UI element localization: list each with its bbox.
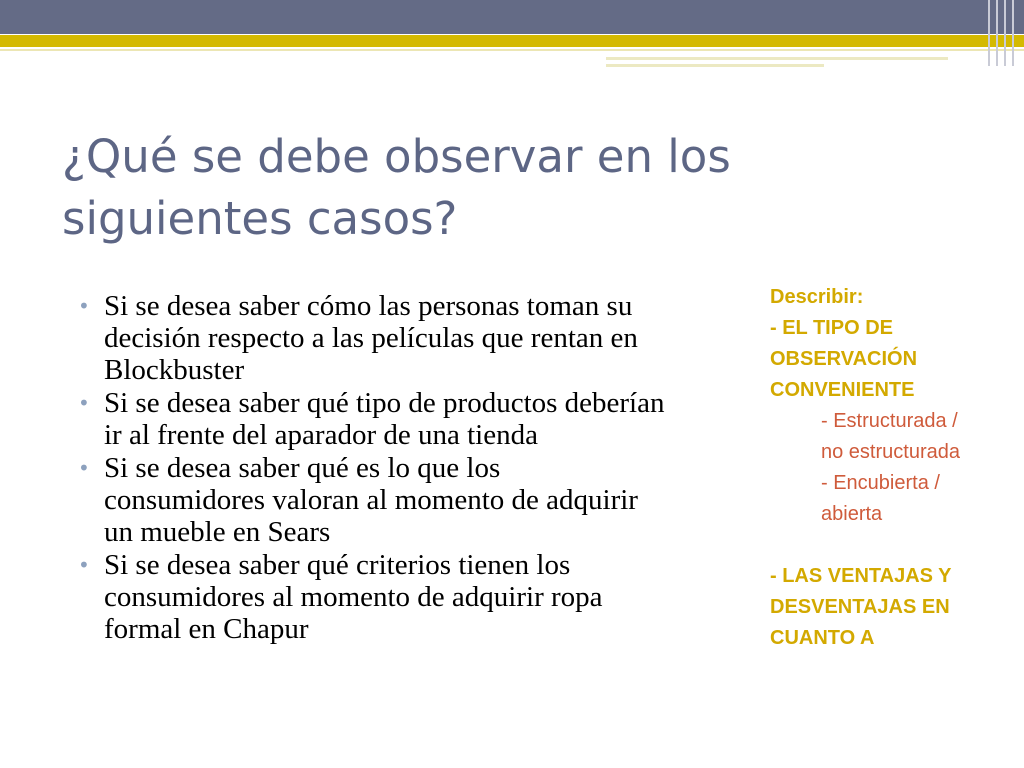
list-item: • Si se desea saber cómo las personas toman su decisión respecto a las películas que rentan en Blockbuster: [78, 290, 638, 386]
list-item: • Si se desea saber qué tipo de productos deberían ir al frente del aparador de una tienda: [78, 387, 665, 451]
header-accent-line: [0, 49, 1024, 51]
bullet-icon: •: [78, 391, 90, 415]
bullet-icon: •: [78, 553, 90, 577]
bullet-icon: •: [78, 294, 90, 318]
side-note-intro: Describir:: [770, 286, 864, 308]
bullet-list: [76, 290, 666, 646]
decorative-stripes: [984, 0, 1024, 66]
side-note-heading: - LAS VENTAJAS Y DESVENTAJAS EN CUANTO A: [770, 565, 952, 649]
list-item: • Si se desea saber qué criterios tienen los consumidores al momento de adquirir ropa formal en Chapur: [78, 549, 603, 645]
side-note: [770, 282, 970, 654]
side-note-sub-item: - Estructurada / no estructurada: [821, 410, 960, 463]
decorative-line: [606, 57, 948, 60]
side-note-sub-item: - Encubierta / abierta: [821, 472, 940, 525]
header-accent-bar: [0, 35, 1024, 47]
spacer: [770, 530, 970, 561]
decorative-line: [606, 64, 824, 67]
side-note-heading: - EL TIPO DE OBSERVACIÓN CONVENIENTE: [770, 317, 918, 401]
slide-title: ¿Qué se debe observar en los siguientes casos?: [62, 130, 731, 245]
header-bar: [0, 0, 1024, 34]
list-item: • Si se desea saber qué es lo que los consumidores valoran al momento de adquirir un mueble en Sears: [78, 452, 638, 548]
bullet-icon: •: [78, 456, 90, 480]
